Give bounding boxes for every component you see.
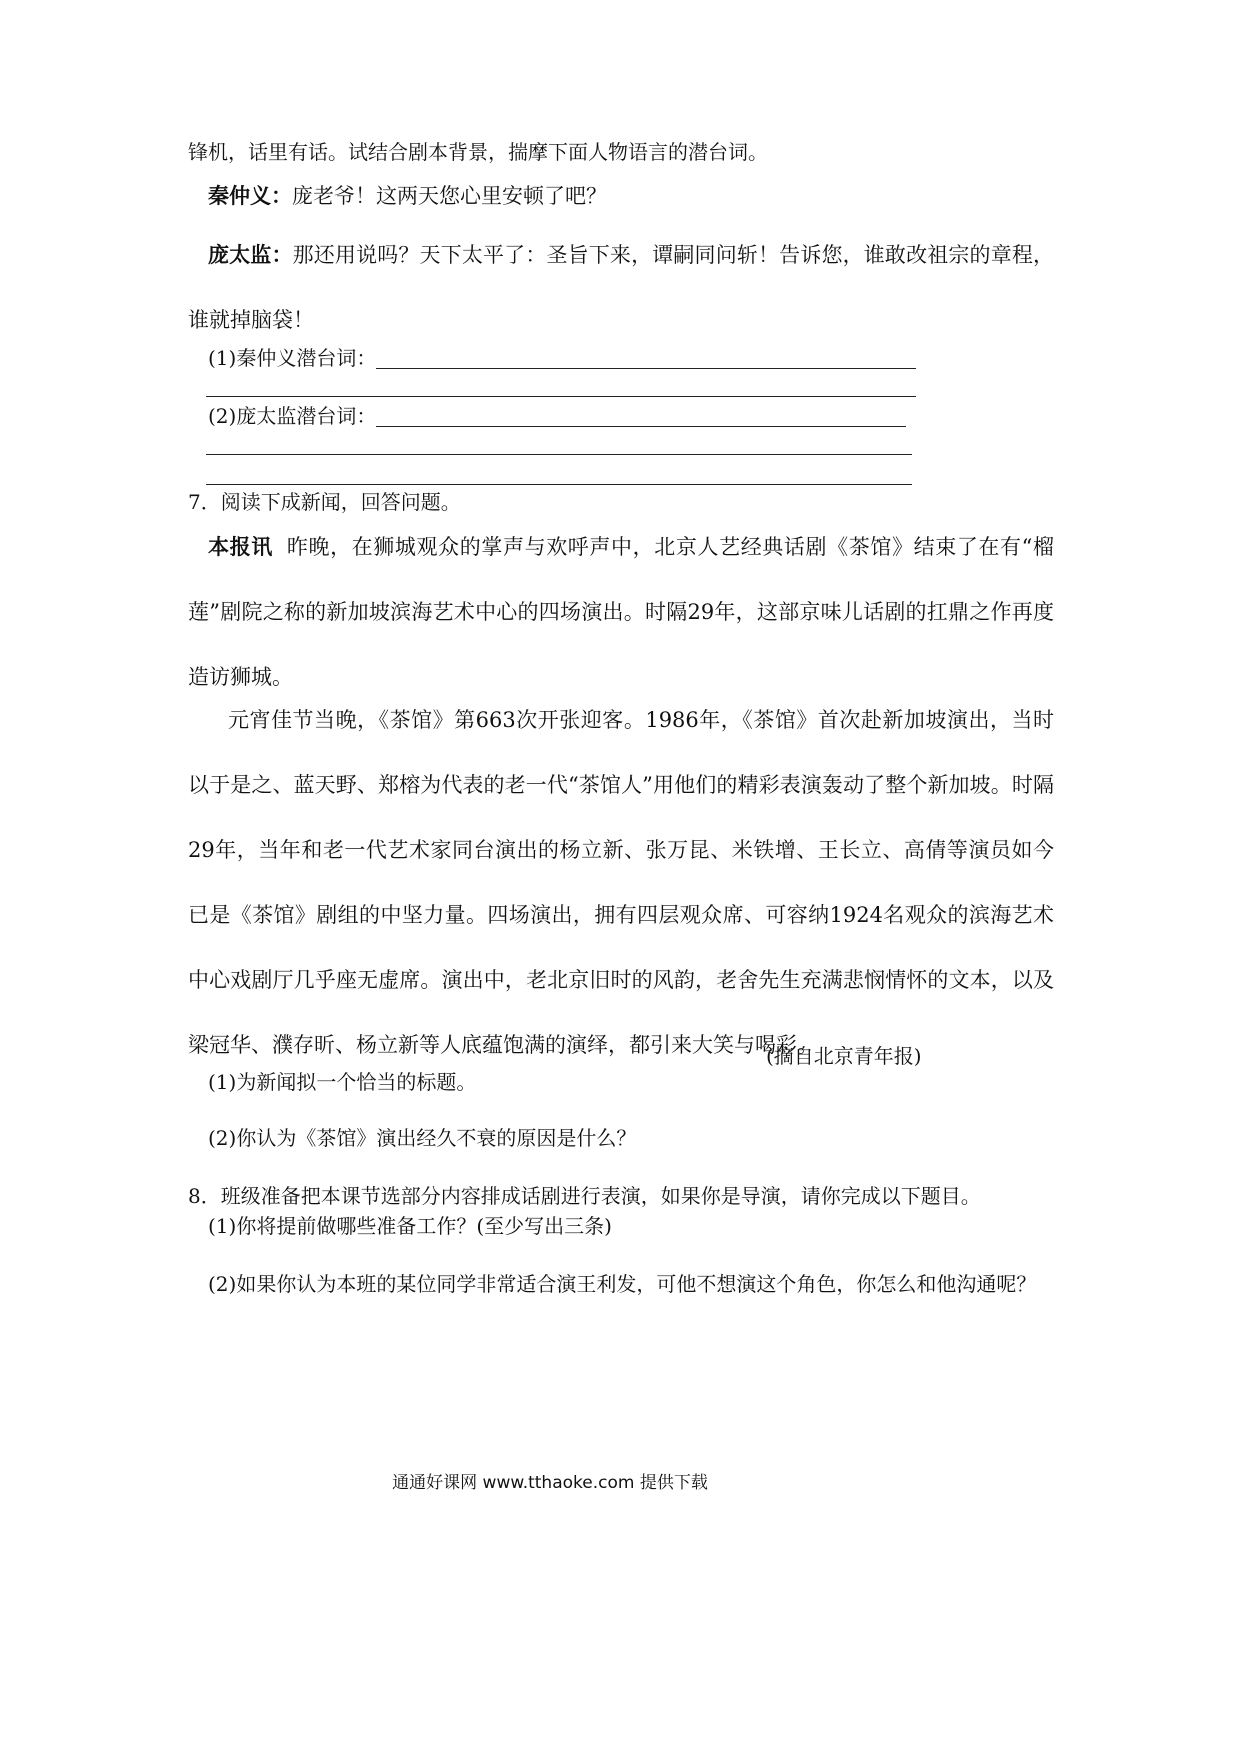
- q6-sub2-answer-line-3[interactable]: [206, 484, 912, 485]
- speaker-qin: 秦仲义：: [208, 183, 292, 208]
- q6-sub1-answer-line-1[interactable]: [376, 368, 916, 369]
- q7-sub1: (1)为新闻拟一个恰当的标题。: [208, 1070, 477, 1094]
- q6-sub1-label: (1)秦仲义潜台词：: [208, 346, 377, 370]
- line-qin: 庞老爷！这两天您心里安顿了吧？: [292, 184, 607, 208]
- q7-lead: 本报讯: [208, 534, 273, 559]
- dialogue-qin: [208, 184, 607, 208]
- q8-stem: 8．班级准备把本课节选部分内容排成话剧进行表演，如果你是导演，请你完成以下题目。: [188, 1184, 981, 1208]
- line-pang: 那还用说吗？天下太平了：圣旨下来，谭嗣同问斩！告诉您，谁敢改祖宗的章程，谁就掉脑袋！: [188, 243, 1055, 332]
- q8-sub1: (1)你将提前做哪些准备工作？(至少写出三条): [208, 1214, 612, 1238]
- q7-paragraph-1: [188, 514, 1054, 710]
- q7-source: (摘自北京青年报): [766, 1044, 922, 1068]
- q7-paragraph-2: 元宵佳节当晚，《茶馆》第663次开张迎客。1986年，《茶馆》首次赴新加坡演出，当时以于是之、蓝天野、郑榕为代表的老一代“茶馆人”用他们的精彩表演轰动了整个新加坡。时隔29年，当年和老一代艺术家同台演出的杨立新、张万昆、米铁增、王长立、高倩等演员如今已是《茶馆》剧组的中坚力量。四场演出，拥有四层观众席、可容纳1924名观众的滨海艺术中心戏剧厅几乎座无虚席。演出中，老北京旧时的风韵，老舍先生充满悲悯情怀的文本，以及梁冠华、濮存昕、杨立新等人底蕴饱满的演绎，都引来大笑与喝彩。: [188, 708, 1054, 1057]
- q6-sub2-label: (2)庞太监潜台词：: [208, 404, 377, 428]
- q7-stem: 7．阅读下成新闻，回答问题。: [188, 490, 461, 514]
- q7-sub2: (2)你认为《茶馆》演出经久不衰的原因是什么？: [208, 1126, 637, 1150]
- q6-sub2-answer-line-2[interactable]: [206, 454, 912, 455]
- dialogue-pang: [188, 222, 1054, 353]
- q6-sub2-answer-line-1[interactable]: [376, 426, 906, 427]
- speaker-pang: 庞太监：: [208, 242, 293, 267]
- q6-sub1-answer-line-2[interactable]: [206, 396, 916, 397]
- intro-tail: 锋机，话里有话。试结合剧本背景，揣摩下面人物语言的潜台词。: [188, 140, 768, 164]
- q8-sub2: (2)如果你认为本班的某位同学非常适合演王利发，可他不想演这个角色，你怎么和他沟通呢？: [208, 1272, 1037, 1296]
- q7-p1-text: 昨晚，在狮城观众的掌声与欢呼声中，北京人艺经典话剧《茶馆》结束了在有“榴莲”剧院之称的新加坡滨海艺术中心的四场演出。时隔29年，这部京味儿话剧的扛鼎之作再度造访狮城。: [188, 535, 1055, 689]
- footer-credit: 通通好课网 www.tthaoke.com 提供下载: [392, 1473, 708, 1493]
